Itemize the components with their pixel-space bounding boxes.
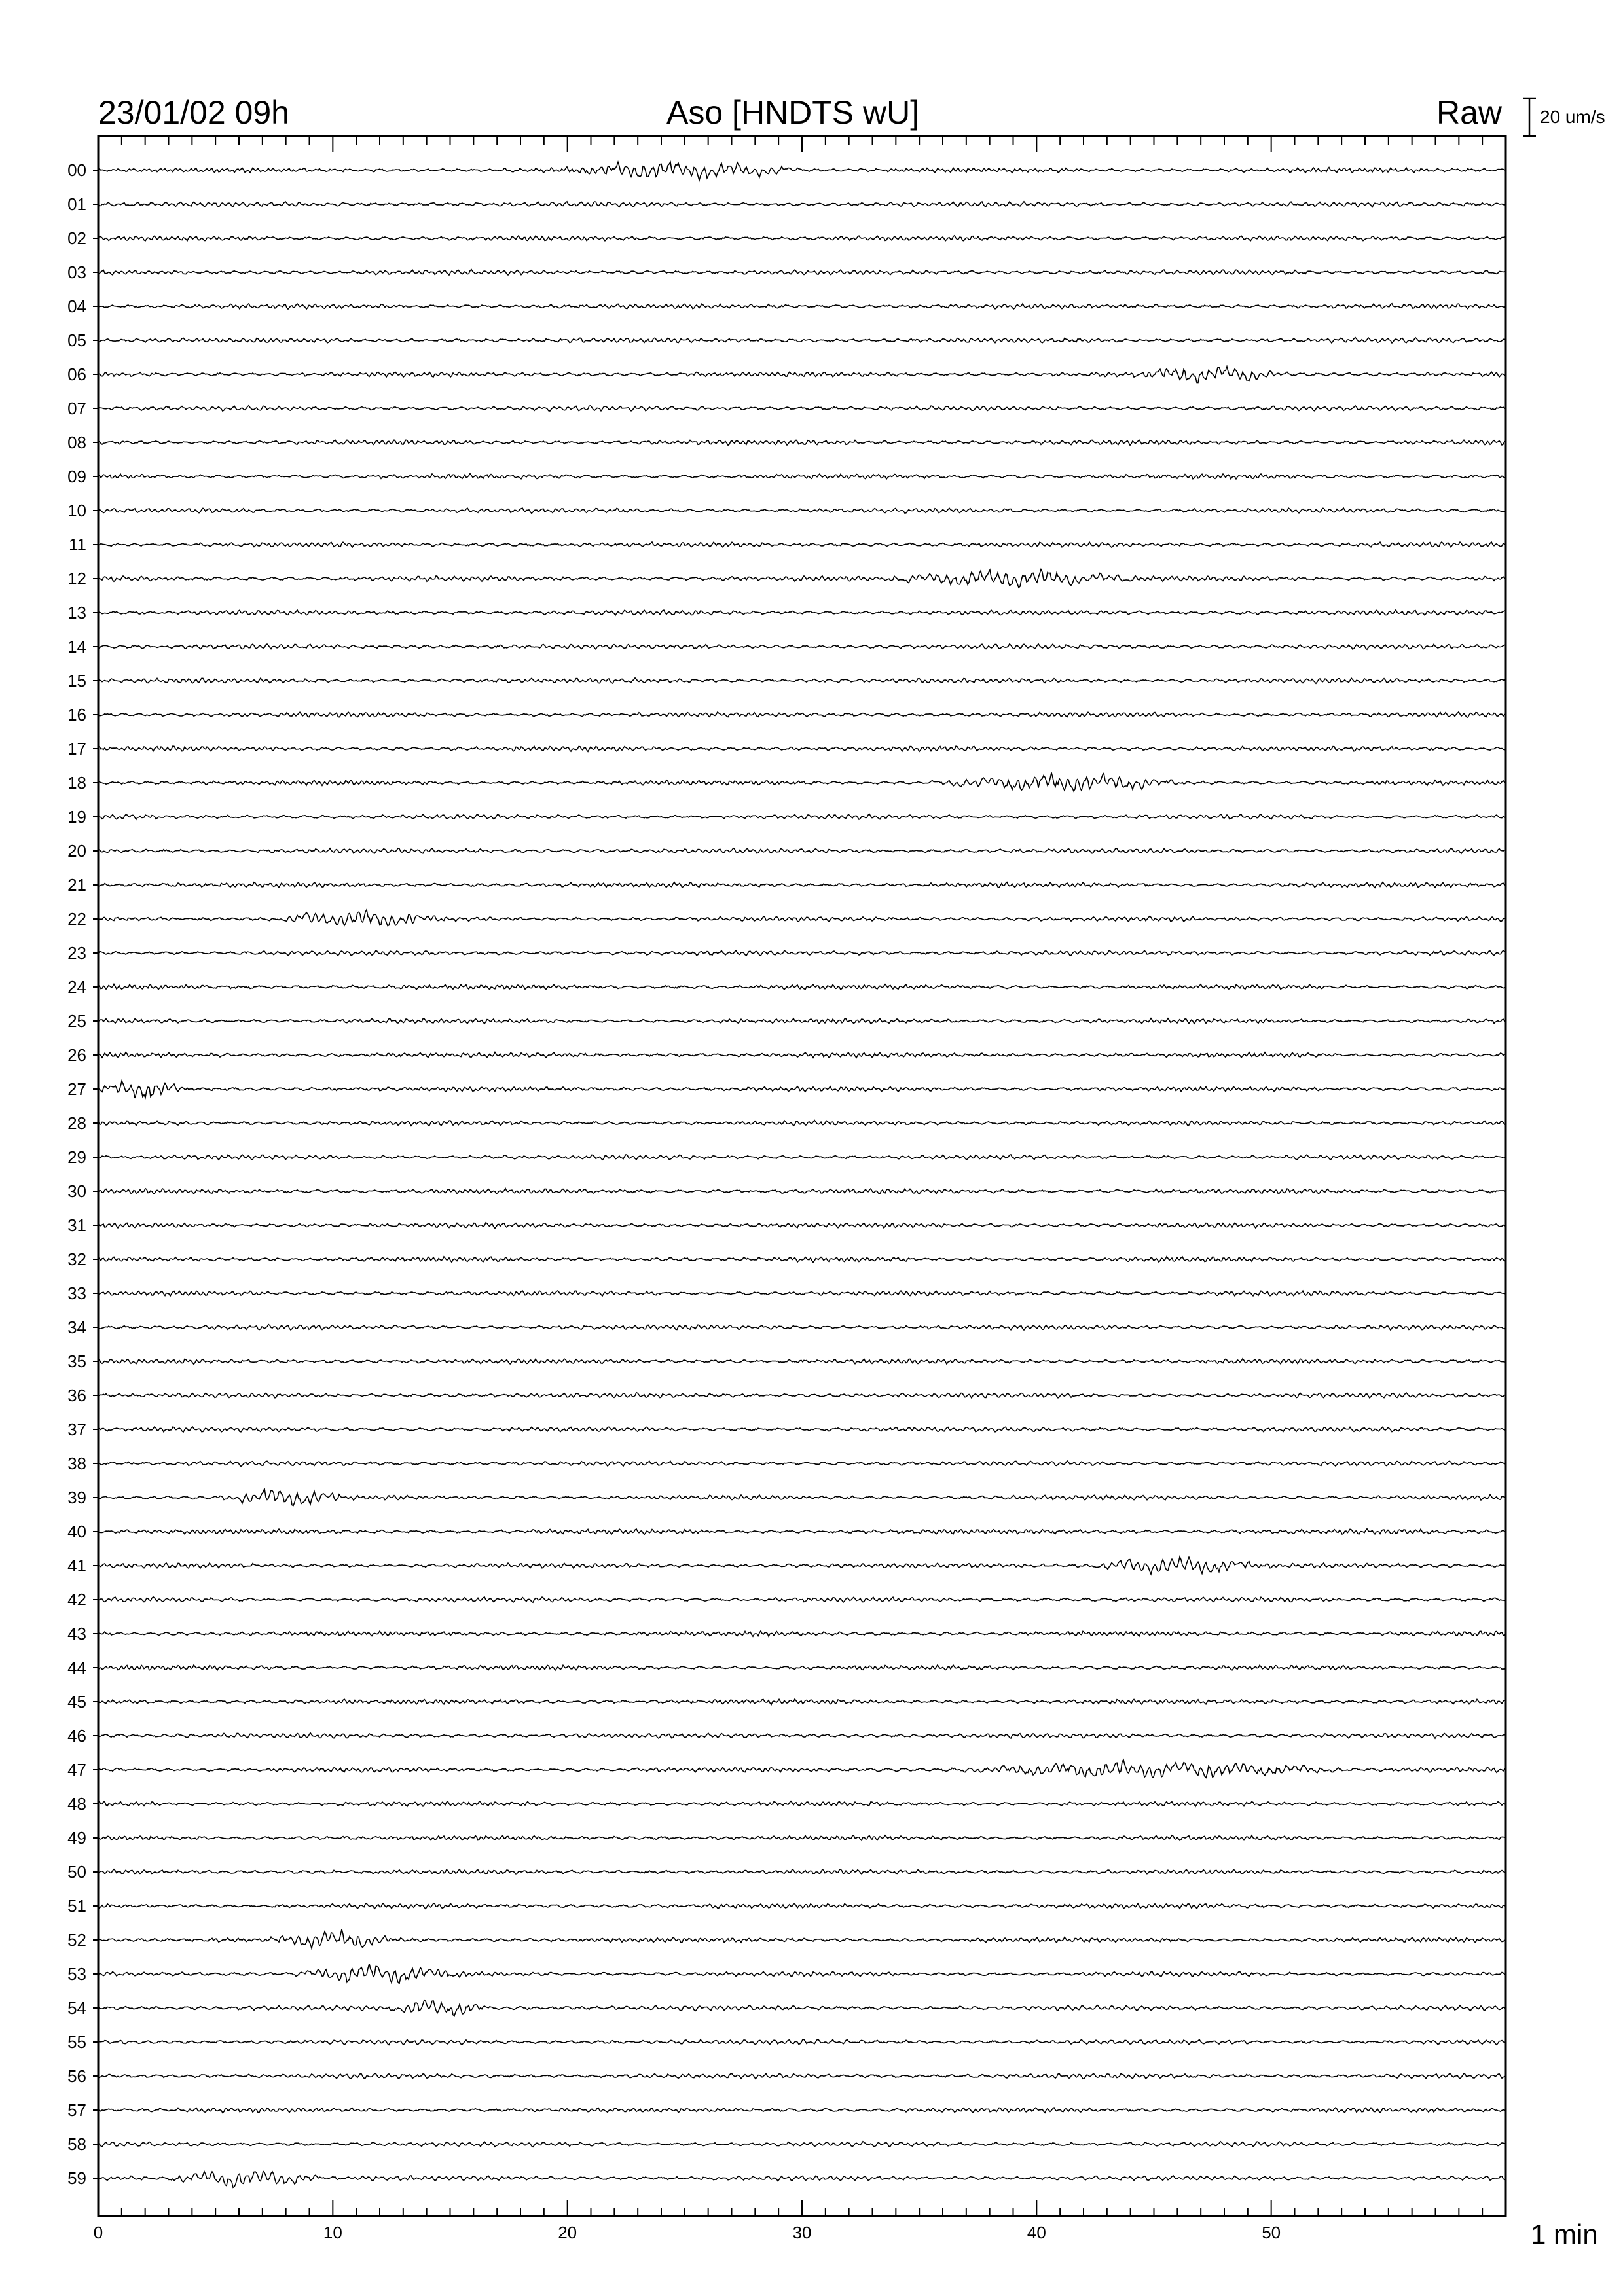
row-label: 35: [67, 1352, 86, 1371]
trace-line: [98, 1393, 1506, 1398]
row-label: 01: [67, 194, 86, 214]
row-label: 29: [67, 1147, 86, 1167]
trace-line: [98, 1018, 1506, 1024]
trace-line: [98, 678, 1506, 683]
trace-line: [98, 1631, 1506, 1636]
trace-line: [98, 1461, 1506, 1467]
row-label: 31: [67, 1215, 86, 1235]
datetime-title: 23/01/02 09h: [98, 94, 289, 131]
row-label: 30: [67, 1181, 86, 1201]
row-label: 14: [67, 637, 86, 656]
trace-line: [98, 1665, 1506, 1670]
trace-line: [98, 2172, 1506, 2188]
x-tick-label: 40: [1027, 2223, 1046, 2242]
row-label: 05: [67, 331, 86, 350]
row-label: 36: [67, 1386, 86, 1405]
trace-line: [98, 406, 1506, 411]
row-label: 11: [69, 535, 86, 554]
trace-line: [98, 1869, 1506, 1874]
x-unit-label: 1 min: [1531, 2219, 1598, 2250]
trace-line: [98, 270, 1506, 276]
row-label: 50: [67, 1862, 86, 1882]
row-label: 07: [67, 399, 86, 418]
trace-line: [98, 236, 1506, 241]
trace-line: [98, 367, 1506, 383]
trace-line: [98, 1427, 1506, 1432]
row-label-group: [67, 160, 98, 2188]
mode-label: Raw: [1436, 94, 1503, 131]
trace-line: [98, 1121, 1506, 1126]
row-label: 20: [67, 841, 86, 861]
row-label: 23: [67, 943, 86, 963]
trace-line: [98, 2039, 1506, 2045]
row-label: 25: [67, 1011, 86, 1031]
row-label: 26: [67, 1045, 86, 1065]
trace-line: [98, 2000, 1506, 2016]
row-label: 54: [67, 1998, 86, 2018]
trace-line: [98, 2108, 1506, 2113]
row-label: 34: [67, 1318, 86, 1337]
row-label: 24: [67, 977, 86, 997]
row-label: 03: [67, 262, 86, 282]
row-label: 06: [67, 365, 86, 384]
row-label: 15: [67, 671, 86, 691]
trace-line: [98, 2073, 1506, 2079]
row-label: 00: [67, 160, 86, 180]
trace-line: [98, 910, 1506, 926]
trace-line: [98, 1699, 1506, 1705]
trace-line: [98, 1052, 1506, 1058]
row-label: 41: [67, 1556, 86, 1575]
scale-bar: [1523, 98, 1536, 136]
row-label: 52: [67, 1930, 86, 1950]
trace-line: [98, 1359, 1506, 1365]
trace-line: [98, 1801, 1506, 1806]
trace-line: [98, 712, 1506, 717]
row-label: 57: [67, 2100, 86, 2120]
row-label: 40: [67, 1522, 86, 1541]
trace-line: [98, 1325, 1506, 1331]
plot-frame: [98, 136, 1506, 2216]
row-label: 28: [67, 1113, 86, 1133]
row-label: 08: [67, 433, 86, 452]
row-label: 51: [67, 1896, 86, 1916]
row-label: 19: [67, 807, 86, 827]
trace-line: [98, 1557, 1506, 1575]
trace-line: [98, 1257, 1506, 1263]
row-label: 48: [67, 1794, 86, 1814]
row-label: 37: [67, 1420, 86, 1439]
trace-line: [98, 2142, 1506, 2147]
row-label: 53: [67, 1964, 86, 1984]
row-label: 33: [67, 1283, 86, 1303]
row-label: 38: [67, 1454, 86, 1473]
trace-line: [98, 569, 1506, 588]
trace-line: [98, 474, 1506, 480]
trace-line: [98, 1223, 1506, 1229]
row-label: 47: [67, 1760, 86, 1780]
trace-line: [98, 772, 1506, 791]
row-label: 45: [67, 1692, 86, 1712]
trace-line: [98, 1964, 1506, 1983]
row-label: 43: [67, 1624, 86, 1643]
trace-line: [98, 508, 1506, 514]
x-tick-label: 20: [558, 2223, 577, 2242]
row-label: 55: [67, 2032, 86, 2052]
x-tick-label: 30: [792, 2223, 812, 2242]
trace-line: [98, 304, 1506, 309]
row-label: 10: [67, 501, 86, 520]
row-label: 46: [67, 1726, 86, 1746]
trace-line: [98, 984, 1506, 990]
row-label: 17: [67, 739, 86, 759]
trace-line: [98, 202, 1506, 207]
trace-line: [98, 1903, 1506, 1909]
row-label: 22: [67, 909, 86, 929]
trace-line: [98, 440, 1506, 445]
station-title: Aso [HNDTS wU]: [666, 94, 920, 131]
row-label: 27: [67, 1079, 86, 1099]
trace-line: [98, 1597, 1506, 1602]
trace-line: [98, 1189, 1506, 1194]
row-label: 02: [67, 228, 86, 248]
scale-label: 20 um/s: [1540, 107, 1605, 127]
row-label: 18: [67, 773, 86, 793]
trace-line: [98, 1155, 1506, 1160]
trace-line: [98, 746, 1506, 751]
row-label: 16: [67, 705, 86, 725]
trace-group: [98, 162, 1506, 2187]
x-tick-label: 0: [93, 2223, 103, 2242]
trace-line: [98, 1291, 1506, 1296]
trace-line: [98, 1760, 1506, 1778]
row-label: 42: [67, 1590, 86, 1609]
x-tick-label: 50: [1262, 2223, 1281, 2242]
row-label: 49: [67, 1828, 86, 1848]
row-label: 44: [67, 1658, 86, 1677]
trace-line: [98, 338, 1506, 344]
x-tick-label: 10: [323, 2223, 342, 2242]
trace-line: [98, 848, 1506, 853]
row-label: 09: [67, 467, 86, 486]
trace-line: [98, 542, 1506, 547]
row-label: 04: [67, 296, 86, 316]
trace-line: [98, 1929, 1506, 1948]
trace-line: [98, 644, 1506, 650]
trace-line: [98, 162, 1506, 180]
trace-line: [98, 1835, 1506, 1840]
row-label: 13: [67, 603, 86, 622]
trace-line: [98, 950, 1506, 956]
row-label: 39: [67, 1488, 86, 1507]
trace-line: [98, 1081, 1506, 1098]
trace-line: [98, 814, 1506, 819]
trace-line: [98, 1488, 1506, 1505]
trace-line: [98, 1529, 1506, 1535]
row-label: 59: [67, 2168, 86, 2188]
row-label: 56: [67, 2066, 86, 2086]
row-label: 58: [67, 2134, 86, 2154]
trace-line: [98, 610, 1506, 615]
trace-line: [98, 882, 1506, 888]
row-label: 32: [67, 1249, 86, 1269]
row-label: 21: [67, 875, 86, 895]
trace-line: [98, 1733, 1506, 1738]
row-label: 12: [67, 569, 86, 588]
